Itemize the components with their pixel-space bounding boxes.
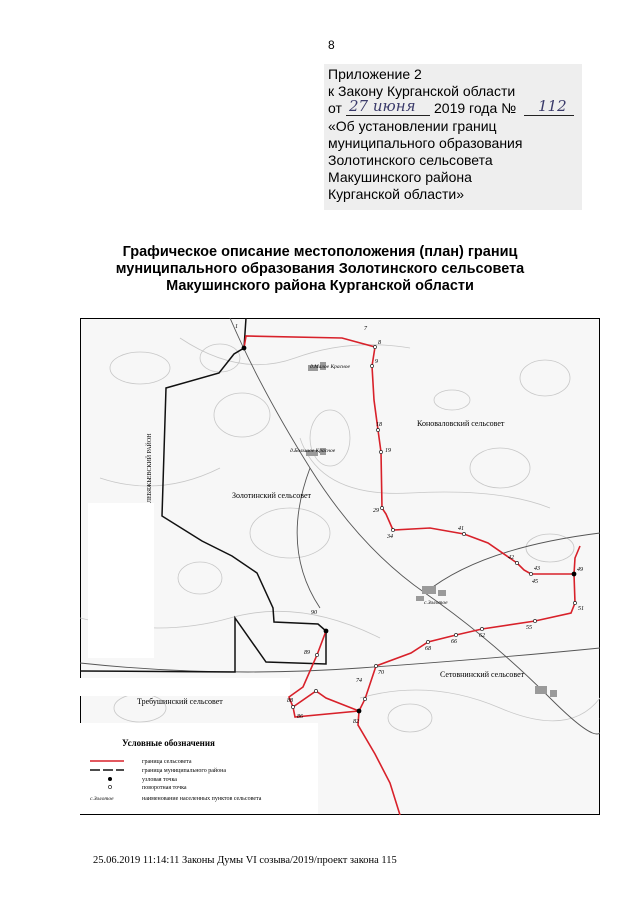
turning-point-51: [573, 601, 576, 604]
turning-point-70: [374, 664, 377, 667]
point-label-45: 45: [532, 579, 538, 585]
page-title-line-1: Графическое описание местоположения (план) границ: [122, 244, 518, 260]
legend-settlement-names: наименование населенных пунктов сельсовета: [142, 796, 262, 802]
settlement-label-malye-krasnoe: д.Малое Красное: [310, 364, 350, 370]
node-point-1: [242, 346, 247, 351]
turning-point-34: [391, 528, 394, 531]
number-underline: [524, 115, 574, 116]
point-label-66: 66: [451, 639, 457, 645]
point-label-8: 8: [378, 340, 381, 346]
turning-point-62: [480, 627, 483, 630]
turning-point-89: [315, 653, 318, 656]
area-label-zolotinsky: Золотинский сельсовет: [232, 491, 312, 500]
page-title-line-2: муниципального образования Золотинского сельсовета: [115, 261, 525, 277]
legend-turning-point: поворотная точка: [142, 785, 187, 791]
appendix-year-text: 2019 года №: [434, 100, 517, 116]
point-label-19: 19: [385, 448, 391, 454]
point-label-18: 18: [376, 422, 382, 428]
appendix-date-prefix: от: [328, 100, 342, 116]
point-label-51: 51: [578, 606, 584, 612]
settlement-label-bolshoe-krasnoe: д.Большое Красное: [290, 448, 336, 454]
legend-title: Условные обозначения: [122, 738, 215, 748]
turning-point-18: [376, 428, 379, 431]
point-label-86: 86: [297, 714, 303, 720]
turning-point-55: [533, 619, 536, 622]
legend-node-point: узловая точка: [142, 777, 177, 783]
legend-settlement-boundary: граница сельсовета: [142, 759, 192, 765]
turning-point-86: [314, 689, 317, 692]
document-footer: 25.06.2019 11:14:11 Законы Думы VI созыва/2019/проект закона 115: [93, 855, 397, 866]
turning-point-19: [379, 450, 382, 453]
point-label-49: 49: [577, 567, 583, 573]
date-underline: [346, 115, 430, 116]
point-label-82: 82: [353, 719, 359, 725]
point-label-29: 29: [373, 508, 379, 514]
appendix-number-handwritten: 112: [538, 97, 567, 115]
area-label-setovninsky: Сетовнинский сельсовет: [440, 670, 525, 679]
appendix-date-handwritten: 27 июня: [349, 97, 416, 115]
legend-node-symbol: [108, 777, 112, 781]
appendix-line-4: «Об установлении границ: [328, 118, 497, 134]
point-label-43: 43: [534, 566, 540, 572]
point-label-74: 74: [356, 678, 362, 684]
appendix-line-6: Золотинского сельсовета: [328, 152, 493, 168]
appendix-line-8: Курганской области»: [328, 186, 465, 202]
point-label-89: 89: [304, 650, 310, 656]
point-label-55: 55: [526, 625, 532, 631]
appendix-block: [324, 64, 582, 210]
turning-point-68: [426, 640, 429, 643]
boundary-map: [80, 318, 600, 815]
turning-point-66: [454, 633, 457, 636]
node-point-49: [572, 572, 577, 577]
turning-point-43: [529, 572, 532, 575]
point-label-62: 62: [479, 633, 485, 639]
page-title-line-3: Макушинского района Курганской области: [166, 278, 474, 294]
turning-point-74: [363, 697, 366, 700]
node-point-90: [324, 629, 329, 634]
node-point-82: [357, 709, 362, 714]
appendix-line-7: Макушинского района: [328, 169, 472, 185]
legend-sample-name: с.Золотое: [90, 796, 114, 802]
turning-point-41: [462, 532, 465, 535]
point-label-42: 42: [508, 555, 514, 561]
turning-point-42: [515, 561, 518, 564]
point-label-34: 34: [387, 534, 393, 540]
map-legend: [80, 723, 318, 814]
settlement-label-zolotoe: с.Золотое: [424, 600, 448, 606]
legend-district-boundary: граница муниципального района: [142, 768, 226, 774]
point-label-90: 90: [311, 610, 317, 616]
appendix-line-1: Приложение 2: [328, 66, 422, 82]
area-label-konovalovsky: Коноваловский сельсовет: [417, 419, 505, 428]
appendix-line-5: муниципального образования: [328, 135, 523, 151]
point-label-1: 1: [235, 324, 238, 330]
area-label-trebushinsky: Требушинский сельсовет: [137, 697, 223, 706]
turning-point-9: [370, 364, 373, 367]
point-label-7: 7: [364, 326, 367, 332]
district-label-lebyazhevsky: ЛЕБЯЖЬЕВСКИЙ РАЙОН: [147, 433, 153, 503]
page-number: 8: [328, 38, 335, 52]
legend-turning-symbol: [108, 785, 111, 788]
turning-point-29: [380, 506, 383, 509]
turning-point-8: [373, 345, 376, 348]
point-label-68: 68: [425, 646, 431, 652]
point-label-9: 9: [375, 359, 378, 365]
point-label-88: 88: [287, 698, 293, 704]
turning-point-88: [291, 705, 294, 708]
point-label-70: 70: [378, 670, 384, 676]
point-label-41: 41: [458, 526, 464, 532]
appendix-line-2: к Закону Курганской области: [328, 83, 516, 99]
